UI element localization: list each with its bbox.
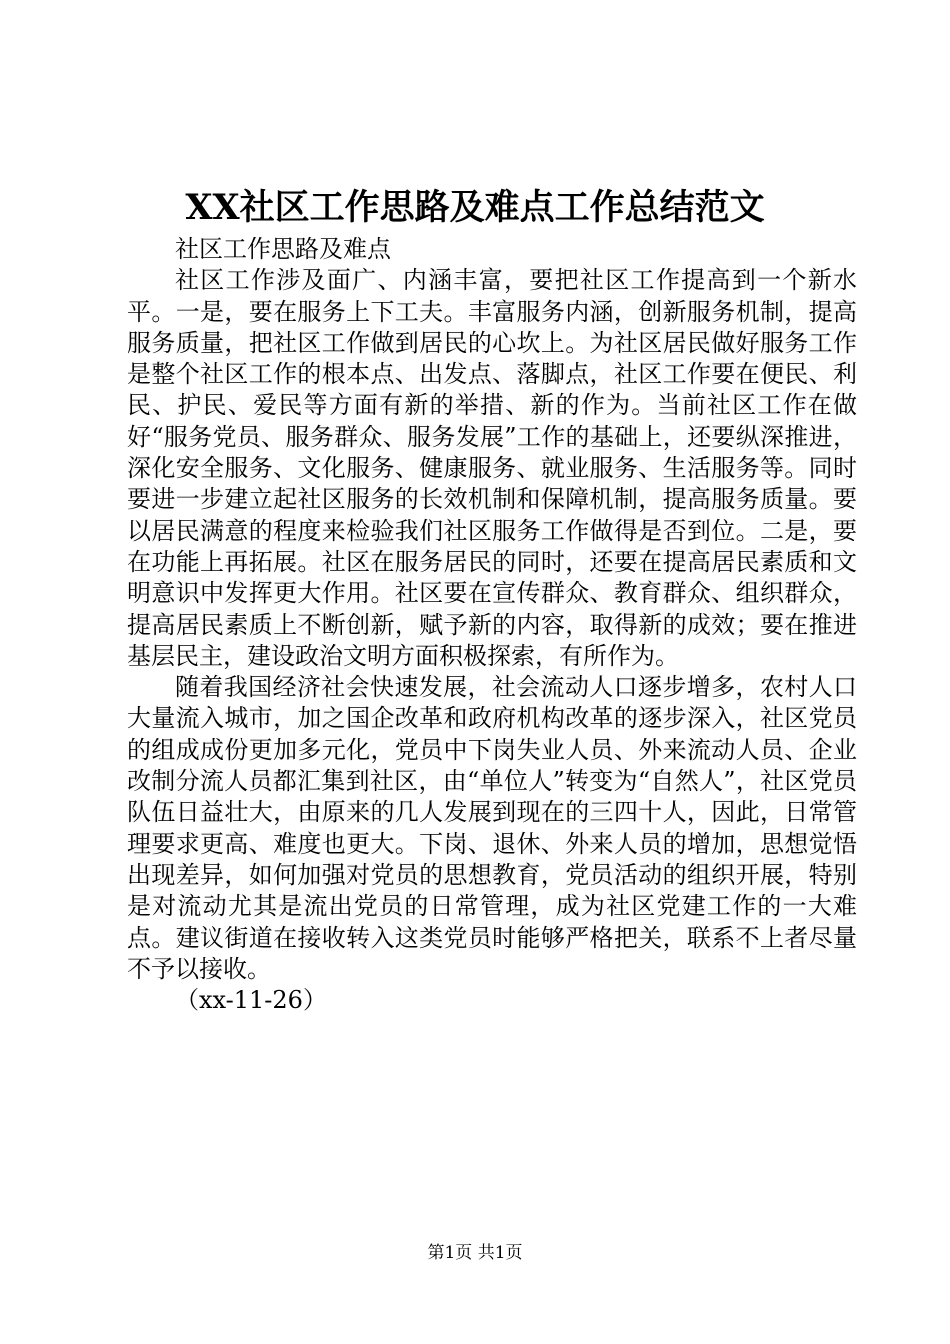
- page-number-footer: 第1页 共1页: [427, 1243, 523, 1263]
- paragraph-1: 社区工作涉及面广、内涵丰富，要把社区工作提高到一个新水平。一是，要在服务上下工夫。丰富服务内涵，创新服务机制，提高服务质量，把社区工作做到居民的心坎上。为社区居民做好服务工作是整个社区工作的根本点、出发点、落脚点，社区工作要在便民、利民、护民、爱民等方面有新的举措、新的作为。当前社区工作在做好“服务党员、服务群众、服务发展”工作的基础上，还要纵深推进，深化安全服务、文化服务、健康服务、就业服务、生活服务等。同时要进一步建立起社区服务的长效机制和保障机制，提高服务质量。要以居民满意的程度来检验我们社区服务工作做得是否到位。二是，要在功能上再拓展。社区在服务居民的同时，还要在提高居民素质和文明意识中发挥更大作用。社区要在宣传群众、教育群众、组织群众，提高居民素质上不断创新，赋予新的内容，取得新的成效；要在推进基层民主，建设政治文明方面积极探索，有所作为。: [127, 266, 857, 670]
- document-date: （xx-11-26）: [175, 986, 327, 1015]
- paragraph-2: 随着我国经济社会快速发展，社会流动人口逐步增多，农村人口大量流入城市，加之国企改革和政府机构改革的逐步深入，社区党员的组成成份更加多元化，党员中下岗失业人员、外来流动人员、企业改制分流人员都汇集到社区，由“单位人”转变为“自然人”，社区党员队伍日益壮大，由原来的几人发展到现在的三四十人，因此，日常管理要求更高、难度也更大。下岗、退休、外来人员的增加，思想觉悟出现差异，如何加强对党员的思想教育，党员活动的组织开展，特别是对流动尤其是流出党员的日常管理，成为社区党建工作的一大难点。建议街道在接收转入这类党员时能够严格把关，联系不上者尽量不予以接收。: [127, 673, 857, 983]
- document-subtitle: 社区工作思路及难点: [175, 235, 391, 263]
- document-title: XX社区工作思路及难点工作总结范文: [185, 187, 765, 228]
- document-body: [127, 234, 857, 1016]
